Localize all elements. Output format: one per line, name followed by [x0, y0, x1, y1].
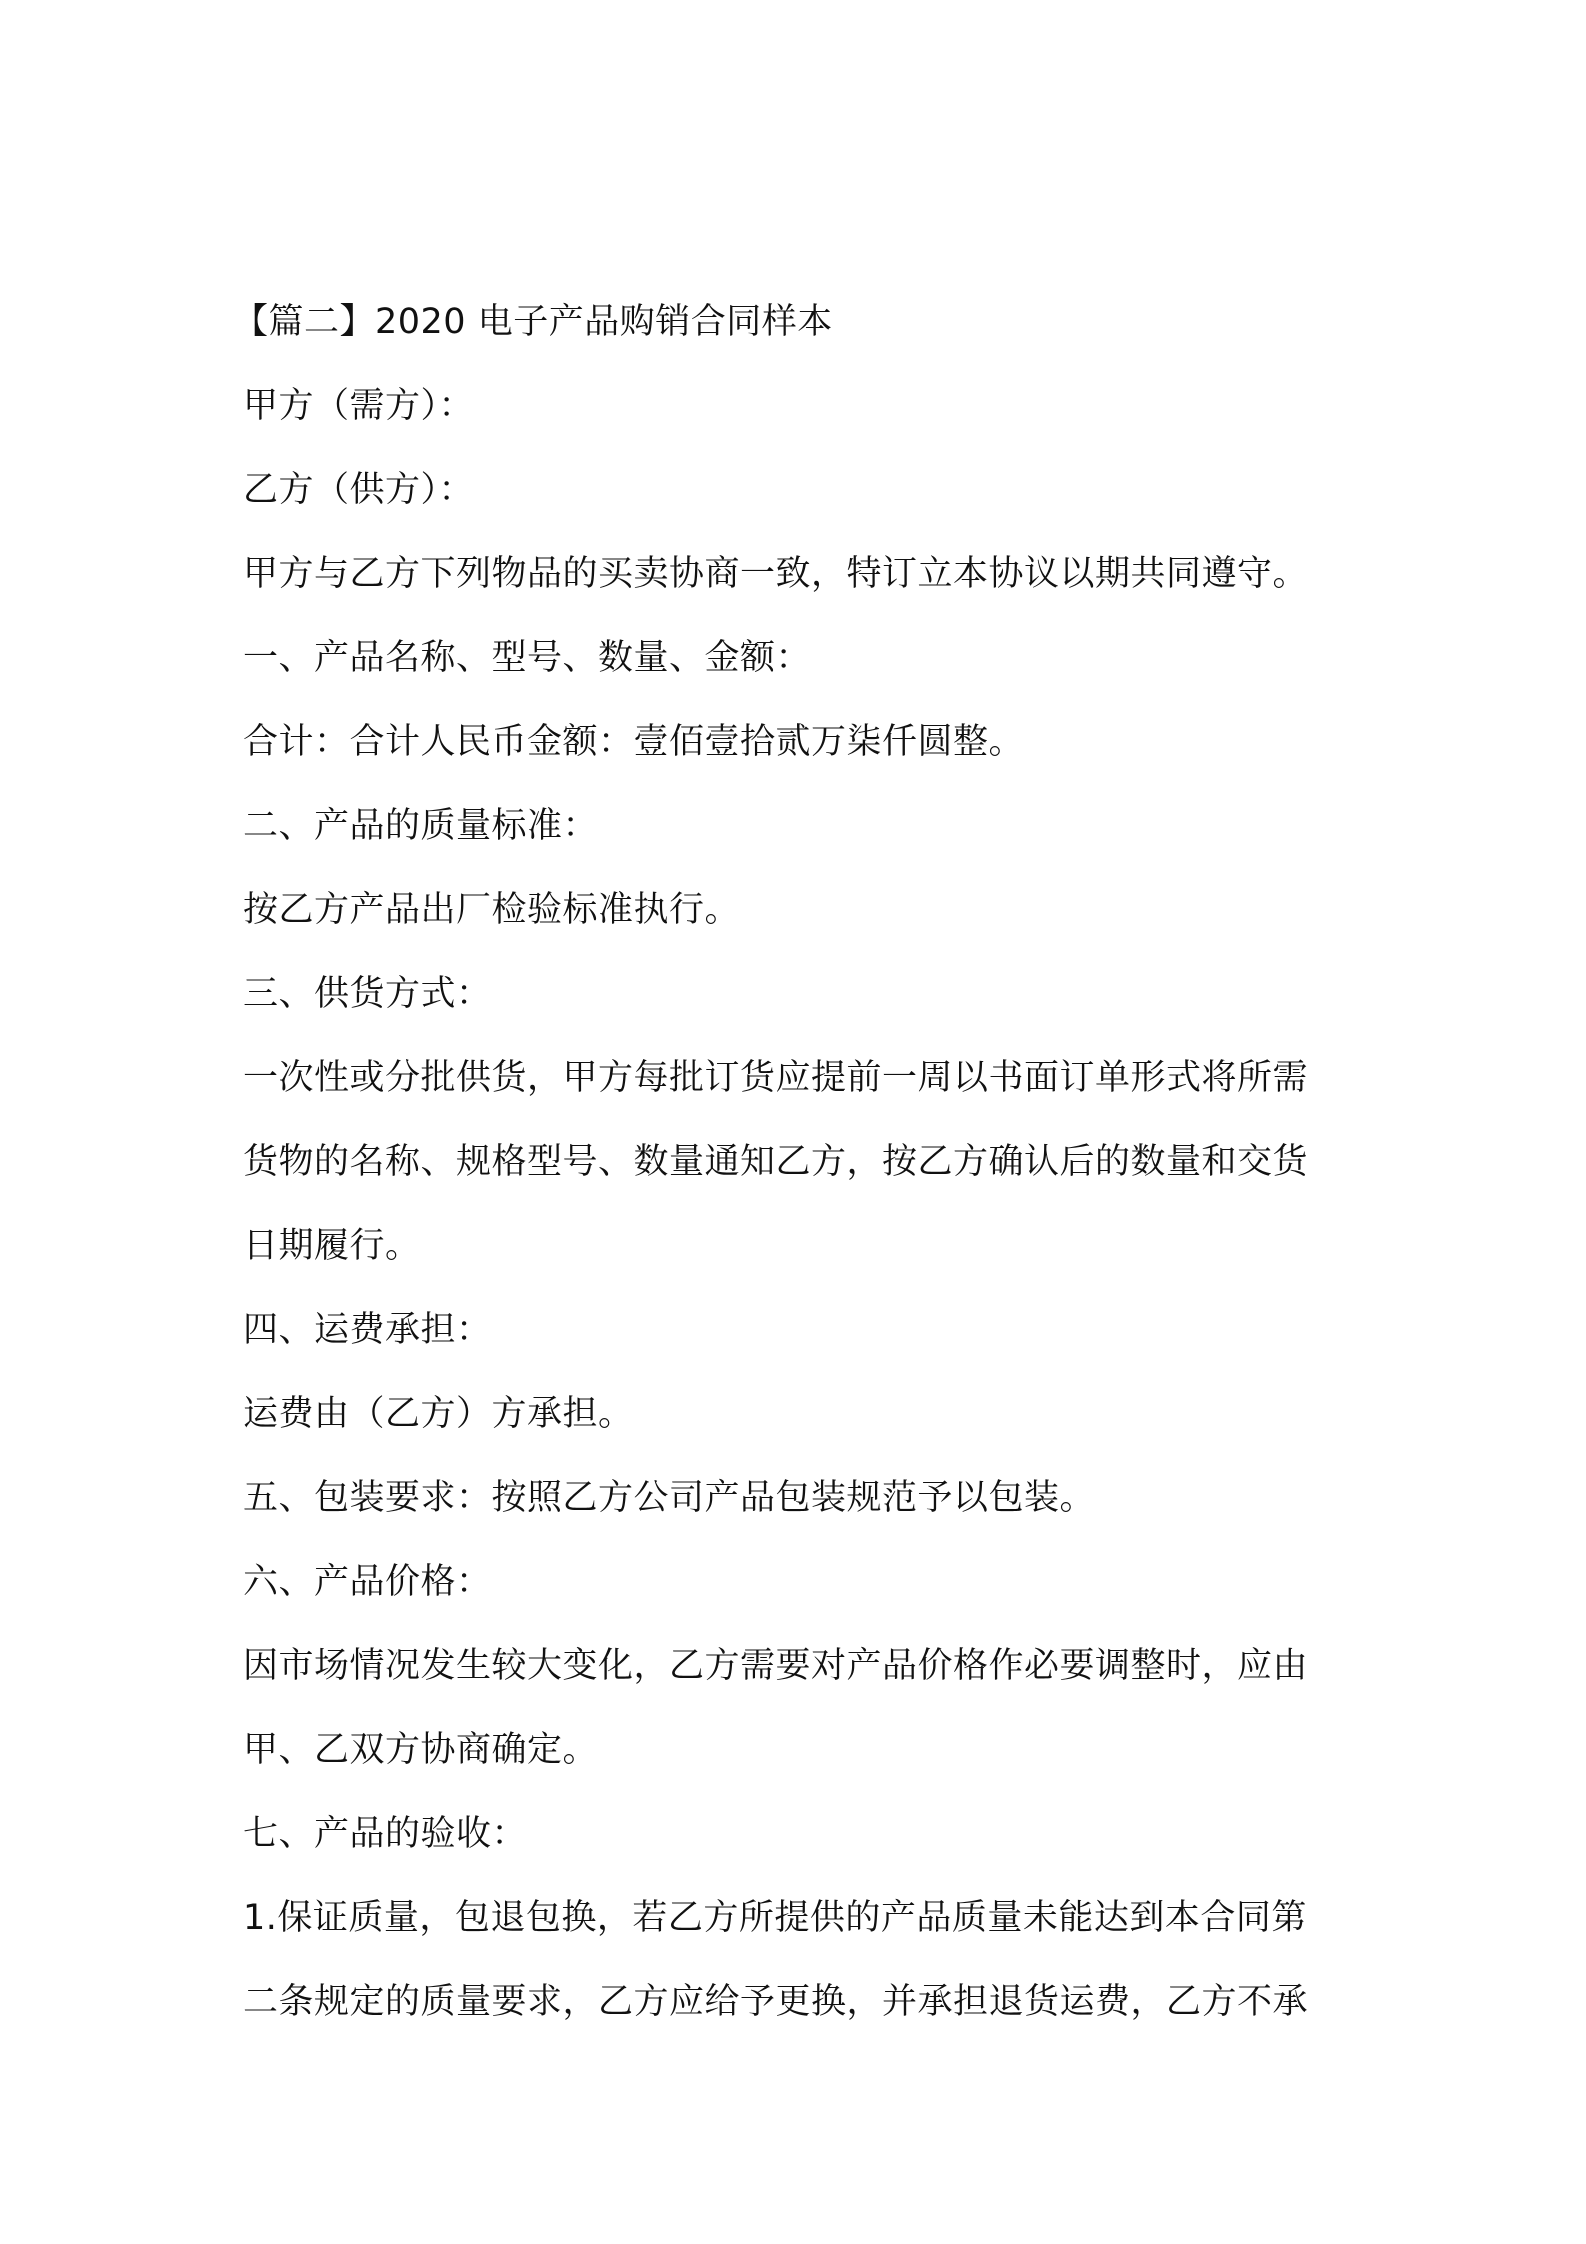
party-a-line: 甲方（需方）： — [243, 386, 475, 426]
section-2-heading: 二、产品的质量标准： — [243, 806, 599, 846]
supply-method-line-3: 日期履行。 — [243, 1226, 421, 1266]
section-3-heading: 三、供货方式： — [243, 974, 492, 1014]
quality-standard-text: 按乙方产品出厂检验标准执行。 — [243, 890, 741, 930]
section-5-packaging: 五、包装要求：按照乙方公司产品包装规范予以包装。 — [243, 1478, 1096, 1518]
section-4-heading: 四、运费承担： — [243, 1310, 492, 1350]
acceptance-line-1: 1.保证质量，包退包换，若乙方所提供的产品质量未能达到本合同第 — [243, 1898, 1307, 1938]
section-6-heading: 六、产品价格： — [243, 1562, 492, 1602]
party-b-line: 乙方（供方）： — [243, 470, 475, 510]
price-adjust-line-1: 因市场情况发生较大变化，乙方需要对产品价格作必要调整时，应由 — [243, 1646, 1309, 1686]
total-amount-line: 合计：合计人民币金额：壹佰壹拾贰万柒仟圆整。 — [243, 722, 1025, 762]
section-1-heading: 一、产品名称、型号、数量、金额： — [243, 638, 812, 678]
price-adjust-line-2: 甲、乙双方协商确定。 — [243, 1730, 599, 1770]
document-title: 【篇二】2020 电子产品购销合同样本 — [233, 302, 833, 342]
supply-method-line-1: 一次性或分批供货，甲方每批订货应提前一周以书面订单形式将所需 — [243, 1058, 1309, 1098]
freight-text: 运费由（乙方）方承担。 — [243, 1394, 634, 1434]
agreement-intro: 甲方与乙方下列物品的买卖协商一致，特订立本协议以期共同遵守。 — [243, 554, 1309, 594]
contract-body — [233, 280, 1363, 2044]
acceptance-line-2: 二条规定的质量要求，乙方应给予更换，并承担退货运费，乙方不承 — [243, 1982, 1309, 2022]
section-7-heading: 七、产品的验收： — [243, 1814, 528, 1854]
supply-method-line-2: 货物的名称、规格型号、数量通知乙方，按乙方确认后的数量和交货 — [243, 1142, 1309, 1182]
